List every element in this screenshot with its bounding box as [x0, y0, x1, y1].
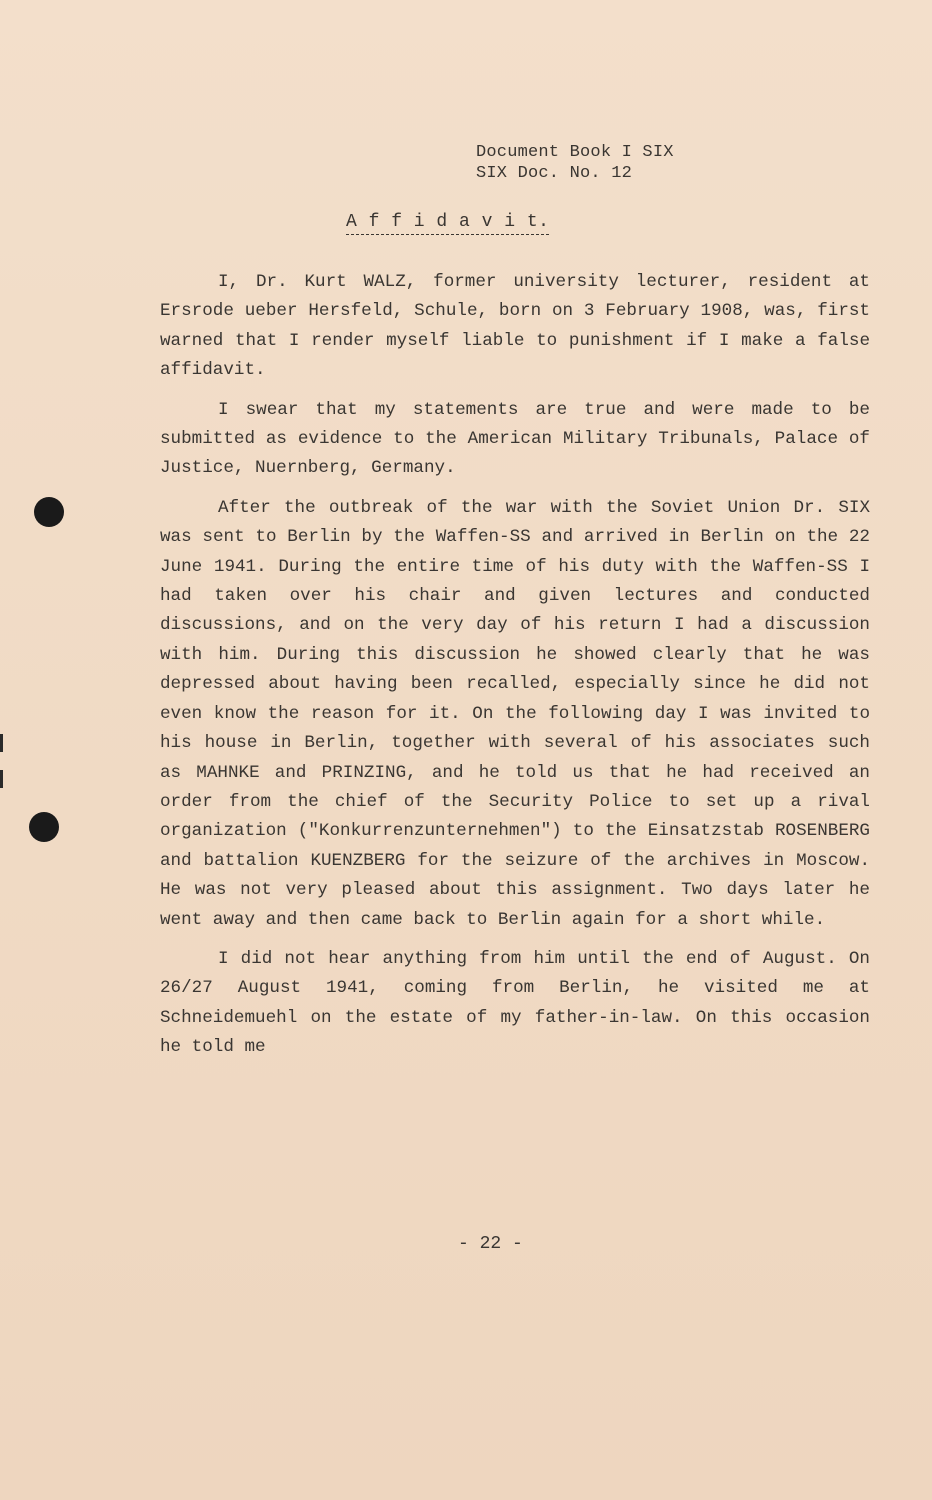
paragraph-oath: I swear that my statements are true and were made to be submitted as evidence to the American Military Tribunals, Palace of Justice, Nuernberg, Germany.	[160, 399, 870, 479]
header-book-line: Document Book I SIX	[476, 143, 674, 162]
punch-hole-top	[34, 497, 64, 527]
paragraph-identity: I, Dr. Kurt WALZ, former university lecturer, resident at Ersrode ueber Hersfeld, Schule, born on 3 February 1908, was, first warned that I render myself liable to punishment if I make a false affidavit.	[160, 272, 870, 381]
paragraph-berlin-return: After the outbreak of the war with the Soviet Union Dr. SIX was sent to Berlin by the Waffen-SS and arrived in Berlin on the 22 June 1941. During the entire time of his duty with the Waffen-SS I had taken over his chair and given lectures and conducted discussions, and on the very day of his return I had a discussion with him. During this discussion he showed clearly that he was depressed about having been recalled, especially since he did not even know the reason for it. On the following day I was invited to his house in Berlin, together with several of his associates such as MAHNKE and PRINZING, and he told us that he had received an order from the chief of the Security Police to set up a rival organization ("Konkurrenzunternehmen") to the Einsatzstab ROSENBERG and battalion KUENZBERG for the seizure of the archives in Moscow. He was not very pleased about this assignment. Two days later he went away and then came back to Berlin again for a short while.	[160, 497, 870, 930]
paragraph-august-visit: I did not hear anything from him until the end of August. On 26/27 August 1941, coming from Berlin, he visited me at Schneidemuehl on the estate of my father-in-law. On this occasion he told me	[160, 948, 870, 1058]
document-title: A f f i d a v i t.	[346, 212, 549, 235]
punch-hole-bottom	[29, 812, 59, 842]
document-header	[476, 142, 674, 184]
edge-mark	[0, 734, 3, 752]
page-number: - 22 -	[458, 1234, 523, 1254]
affidavit-body	[160, 268, 870, 1073]
edge-mark	[0, 770, 3, 788]
header-doc-number: SIX Doc. No. 12	[476, 164, 633, 183]
